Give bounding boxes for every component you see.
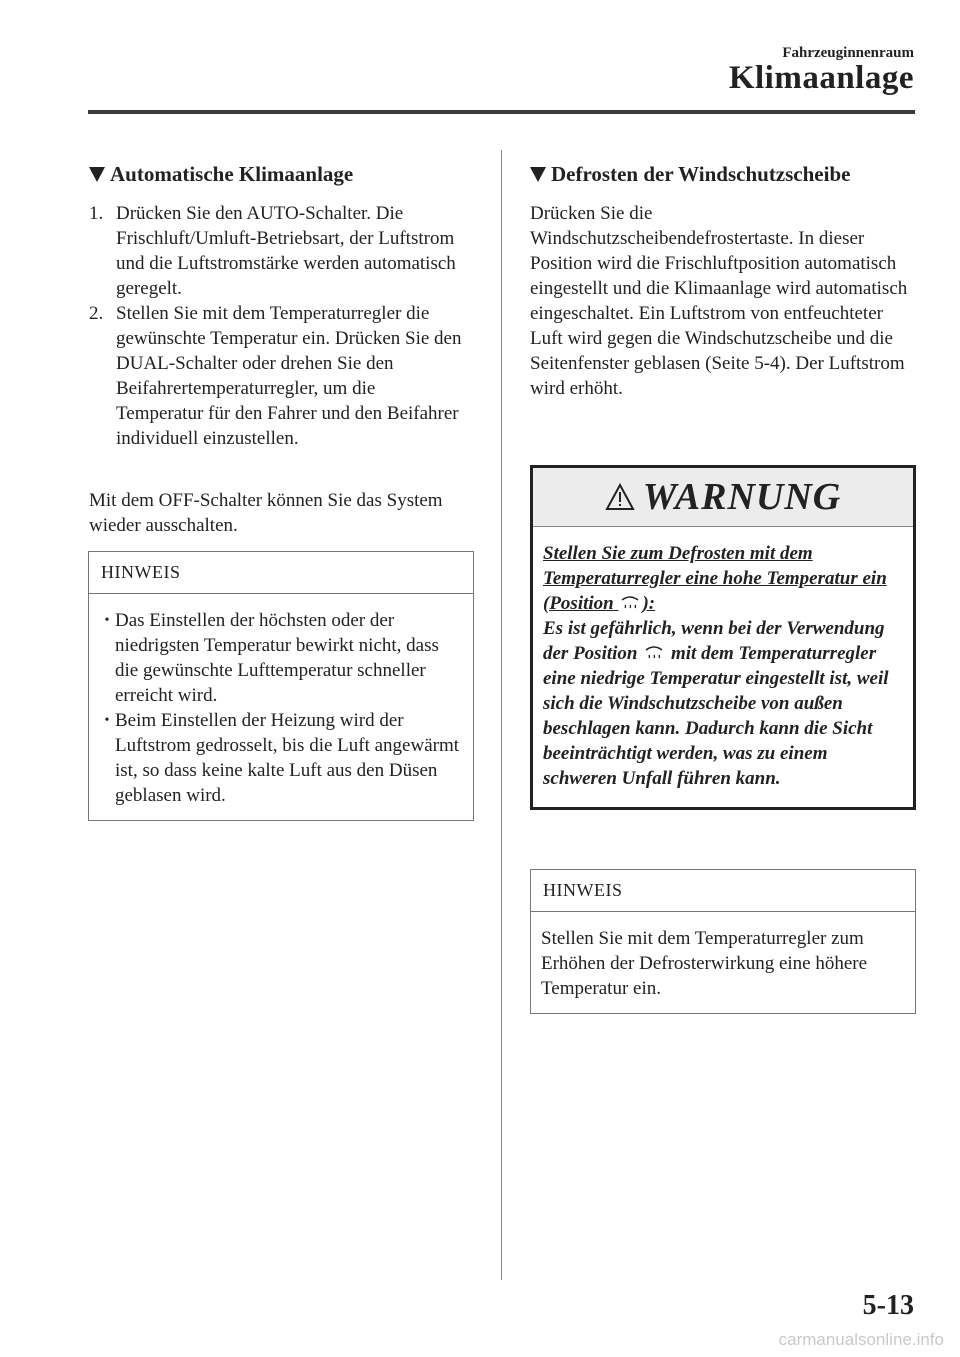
note-body: Stellen Sie mit dem Temperaturregler zum Erhöhen der Defrosterwirkung eine höhere Temperatur ein. [541,928,868,999]
chapter-label: Fahrzeuginnenraum [782,45,914,61]
section-heading-automatic [89,162,353,187]
warning-label: WARNUNG [642,476,842,518]
warning-header [533,468,913,527]
column-divider [501,150,502,1280]
bullet-dot-icon: • [104,613,110,628]
windshield-defrost-icon [644,643,664,661]
header-rule [88,110,915,114]
note-label: HINWEIS [531,870,915,912]
defrost-paragraph: Drücken Sie die Windschutzscheibendefrostertaste. In dieser Position wird die Frischluftposition automatisch eingestellt und die Klimaanlage wird automatisch eingeschaltet. Ein Luftstrom von entfeuchteter Luft wird gegen die Windschutzscheibe und die Seitenfenster geblasen (Seite 5-4). Der Luftstrom wird erhöht. [530,203,908,399]
warning-explanation [543,616,903,791]
section-triangle-icon [89,167,105,182]
watermark: carmanualsonline.info [778,1330,944,1349]
windshield-defrost-icon [620,593,640,611]
warning-box [530,465,916,810]
page-title: Klimaanlage [728,60,914,96]
bullet-dot-icon: • [104,713,110,728]
warning-triangle-icon [605,483,635,511]
section-heading-text: Automatische Klimaanlage [110,162,354,186]
step-text: Drücken Sie den AUTO-Schalter. Die Frischluft/Umluft-Betriebsart, der Luftstrom und die Luftstromstärke werden automatisch geregelt. [116,203,456,299]
step-number: 1. [89,203,104,224]
section-heading-defrost [530,162,850,187]
warning-explanation-text-b: mit dem Temperaturregler eine niedrige Temperatur eingestellt ist, weil sich die Windschutzscheibe von außen beschlagen kann. Dadurch kann die Sicht beeinträchtigt werden, was zu einem schweren Unfall führen kann. [543,643,889,789]
page-number: 5-13 [862,1290,914,1321]
warning-instruction-text: Stellen Sie zum Defrosten mit dem Temperaturregler eine hohe Temperatur ein (Position [543,543,887,614]
step-item [89,201,465,301]
off-switch-paragraph: Mit dem OFF-Schalter können Sie das System wieder ausschalten. [89,490,443,536]
section-triangle-icon [530,167,546,182]
note-bullet [99,708,463,808]
note-body [89,594,473,820]
warning-explanation-text-a: Es ist gefährlich, wenn bei der Verwendung der Position [543,618,885,664]
warning-instruction [543,541,903,616]
note-bullet [99,608,463,708]
step-number: 2. [89,303,104,324]
note-box-left [88,551,474,821]
steps-list [89,201,465,451]
note-box-right [530,869,916,1014]
warning-instruction-end: ): [642,593,656,614]
note-label: HINWEIS [89,552,473,594]
step-text: Stellen Sie mit dem Temperaturregler die gewünschte Temperatur ein. Drücken Sie den DUAL-Schalter oder drehen Sie den Beifahrertemperaturregler, um die Temperatur für den Fahrer und den Beifahrer individuell einzustellen. [116,303,462,449]
note-bullet-text: Das Einstellen der höchsten oder der niedrigsten Temperatur bewirkt nicht, dass die gewünschte Lufttemperatur schneller erreicht wird. [115,610,439,706]
note-bullet-text: Beim Einstellen der Heizung wird der Luftstrom gedrosselt, bis die Luft angewärmt ist, so dass keine kalte Luft aus den Düsen geblasen wird. [115,710,460,806]
step-item [89,301,465,451]
section-heading-text: Defrosten der Windschutzscheibe [551,162,851,186]
warning-body [533,527,913,807]
